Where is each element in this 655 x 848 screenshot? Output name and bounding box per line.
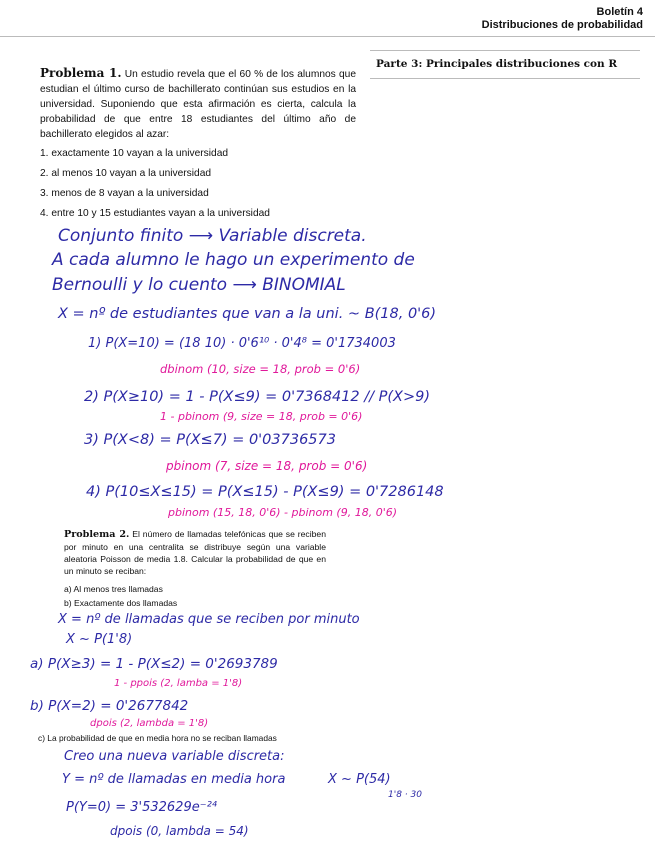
note-experimento: A cada alumno le hago un experimento de <box>52 250 415 270</box>
list-item: 4. entre 10 y 15 estudiantes vayan a la universidad <box>40 208 270 219</box>
side-rule-bottom <box>370 78 640 79</box>
list-item: 1. exactamente 10 vayan a la universidad <box>40 148 229 159</box>
r-code-3: pbinom (7, size = 18, prob = 0'6) <box>166 459 368 473</box>
list-item: a) Al menos tres llamadas <box>64 584 163 594</box>
list-item: 2. al menos 10 vayan a la universidad <box>40 168 212 179</box>
note-binomial: Bernoulli y lo cuento ⟶ BINOMIAL <box>52 275 346 295</box>
header <box>482 6 643 32</box>
problem2-text: El número de llamadas telefónicas que se reciben por minuto en una centralita se distribuye según una variable aleatoria Poisson de media 1.8. Calcular la probabilidad de que en un minuto se reciban: <box>64 529 326 576</box>
problem2-lead: Problema 2. <box>64 529 130 540</box>
r-code-1: dbinom (10, size = 18, prob = 0'6) <box>160 362 361 376</box>
note-poisson: X ~ P(1'8) <box>66 632 133 647</box>
r-code-a: 1 - ppois (2, lamba = 1'8) <box>114 678 243 689</box>
list-item: b) Exactamente dos llamadas <box>64 598 178 608</box>
answer-4: 4) P(10≤X≤15) = P(X≤15) - P(X≤9) = 0'7286148 <box>86 484 444 500</box>
answer-1: 1) P(X=10) = (18 10) · 0'6¹⁰ · 0'4⁸ = 0'1734003 <box>88 336 396 351</box>
note-poisson-54: X ~ P(54) <box>328 772 391 787</box>
r-code-c: dpois (0, lambda = 54) <box>110 824 249 838</box>
problem2-statement <box>64 528 326 577</box>
header-boletin: Boletín 4 <box>596 6 643 18</box>
list-item: 3. menos de 8 vayan a la universidad <box>40 188 209 199</box>
note-nueva-variable: Creo una nueva variable discreta: <box>64 749 285 764</box>
problem1-statement <box>40 66 356 142</box>
answer-c: P(Y=0) = 3'532629e⁻²⁴ <box>66 800 217 815</box>
r-code-4: pbinom (15, 18, 0'6) - pbinom (9, 18, 0'6) <box>168 506 398 519</box>
note-rate: 1'8 · 30 <box>388 790 422 800</box>
side-rule-top <box>370 50 640 51</box>
side-title: Parte 3: Principales distribuciones con R <box>376 58 618 70</box>
answer-b: b) P(X=2) = 0'2677842 <box>30 698 189 714</box>
note-variable-x2: X = nº de llamadas que se reciben por minuto <box>58 612 360 627</box>
header-topic: Distribuciones de probabilidad <box>481 19 643 31</box>
answer-2: 2) P(X≥10) = 1 - P(X≤9) = 0'7368412 // P(X>9) <box>84 389 431 405</box>
problem2-part-c: c) La probabilidad de que en media hora no se reciban llamadas <box>38 733 277 743</box>
problem1-lead: Problema 1. <box>40 66 122 80</box>
answer-3: 3) P(X<8) = P(X≤7) = 0'03736573 <box>84 432 336 448</box>
r-code-b: dpois (2, lambda = 1'8) <box>90 718 209 729</box>
answer-a: a) P(X≥3) = 1 - P(X≤2) = 0'2693789 <box>30 656 278 672</box>
problem1-items <box>40 144 270 224</box>
problem1-text: Un estudio revela que el 60 % de los alumnos que estudian el último curso de bachillerato continúan sus estudios en la universidad. Suponiendo que esta afirmación es cierta, calcula la probabilidad de que entre 18 estudiantes del último año de bachillerato elegidos al azar: <box>40 69 356 140</box>
header-divider <box>0 36 655 37</box>
note-conjunto: Conjunto finito ⟶ Variable discreta. <box>58 226 367 246</box>
note-variable-y: Y = nº de llamadas en media hora <box>62 772 286 787</box>
note-variable-x: X = nº de estudiantes que van a la uni. ~ B(18, 0'6) <box>58 306 437 322</box>
r-code-2: 1 - pbinom (9, size = 18, prob = 0'6) <box>160 410 363 423</box>
problem2-items <box>64 582 177 610</box>
